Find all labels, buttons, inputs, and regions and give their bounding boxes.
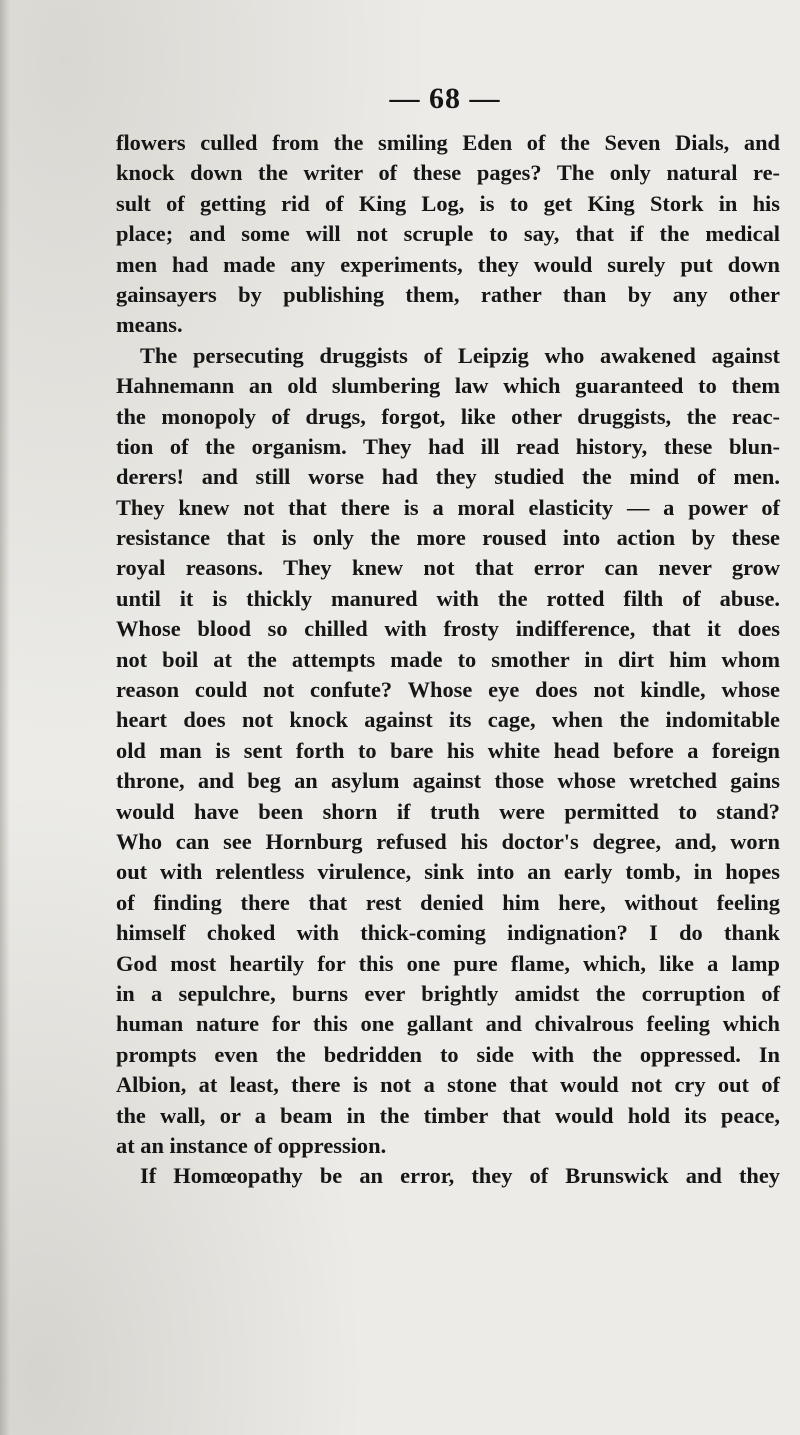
page-number: — 68 — <box>389 82 501 115</box>
text-line: derers! and still worse had they studied the mind of men. <box>116 464 780 490</box>
text-line: of finding there that rest denied him here, without feeling <box>116 889 780 915</box>
text-line: They knew not that there is a moral elasticity — a power of <box>116 494 780 520</box>
text-line: heart does not knock against its cage, when the indomitable <box>116 707 780 733</box>
text-line: in a sepulchre, burns ever brightly amidst the corruption of <box>116 980 780 1006</box>
text-line: place; and some will not scruple to say, that if the medical <box>116 221 780 247</box>
text-line: Who can see Hornburg refused his doctor's degree, and, worn <box>116 828 780 854</box>
text-line: human nature for this one gallant and chivalrous feeling which <box>116 1011 780 1037</box>
body-text <box>116 128 780 1192</box>
text-line: Hahnemann an old slumbering law which guaranteed to them <box>116 373 780 399</box>
text-line: prompts even the bedridden to side with the oppressed. In <box>116 1041 780 1067</box>
text-line: old man is sent forth to bare his white head before a foreign <box>116 737 780 763</box>
text-line: reason could not confute? Whose eye does not kindle, whose <box>116 677 780 703</box>
text-line: at an instance of oppression. <box>116 1132 387 1158</box>
text-line: Albion, at least, there is not a stone that would not cry out of <box>116 1072 780 1098</box>
text-line: himself choked with thick-coming indignation? I do thank <box>116 920 780 946</box>
text-line: would have been shorn if truth were permitted to stand? <box>116 798 780 824</box>
text-line: tion of the organism. They had ill read history, these blun- <box>116 433 780 459</box>
text-line: God most heartily for this one pure flame, which, like a lamp <box>116 950 780 976</box>
text-line: The persecuting druggists of Leipzig who awakened against <box>140 342 780 368</box>
text-line: men had made any experiments, they would surely put down <box>116 251 780 277</box>
page-gutter-shadow <box>0 0 10 1435</box>
text-line: If Homœopathy be an error, they of Brunswick and they <box>140 1163 780 1189</box>
text-line: sult of getting rid of King Log, is to get King Stork in his <box>116 190 780 216</box>
text-line: until it is thickly manured with the rotted filth of abuse. <box>116 585 780 611</box>
text-line: the monopoly of drugs, forgot, like other druggists, the reac- <box>116 403 780 429</box>
text-line: means. <box>116 312 183 338</box>
text-line: not boil at the attempts made to smother in dirt him whom <box>116 646 780 672</box>
text-line: gainsayers by publishing them, rather than by any other <box>116 281 780 307</box>
text-line: royal reasons. They knew not that error can never grow <box>116 555 780 581</box>
text-line: out with relentless virulence, sink into an early tomb, in hopes <box>116 859 780 885</box>
text-line: knock down the writer of these pages? The only natural re- <box>116 160 780 186</box>
text-line: throne, and beg an asylum against those whose wretched gains <box>116 768 780 794</box>
text-line: flowers culled from the smiling Eden of the Seven Dials, and <box>116 130 780 155</box>
text-line: Whose blood so chilled with frosty indifference, that it does <box>116 616 780 642</box>
text-line: resistance that is only the more roused into action by these <box>116 525 780 551</box>
text-line: the wall, or a beam in the timber that would hold its peace, <box>116 1102 780 1128</box>
